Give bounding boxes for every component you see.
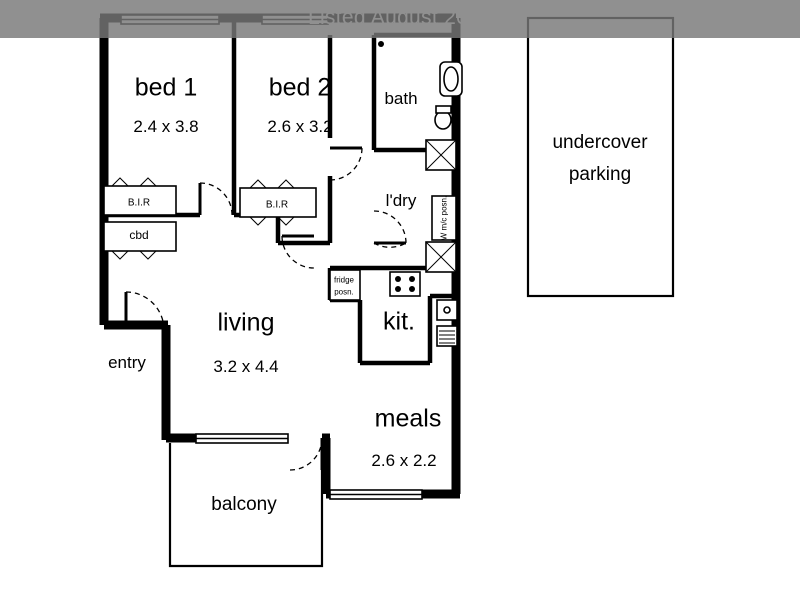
room-label-balcony: balcony (211, 494, 277, 515)
room-label-kitchen: kit. (383, 307, 415, 336)
fixture-label-bir-bed1: B.I.R (127, 197, 151, 209)
room-dimension-living: 3.2 x 4.4 (213, 357, 279, 376)
fixture-label-fridge-line1: fridge (333, 275, 355, 285)
room-label-bath: bath (384, 89, 418, 108)
undercover-parking-area (528, 18, 673, 296)
room-dimension-bed1: 2.4 x 3.8 (133, 117, 199, 136)
fixture-label-fridge-line2: posn. (334, 287, 354, 297)
room-label-living: living (217, 308, 275, 337)
listing-banner (0, 0, 800, 38)
room-label-meals: meals (374, 404, 442, 433)
room-label-entry: entry (108, 353, 146, 372)
room-dimension-bed2: 2.6 x 3.2 (267, 117, 333, 136)
room-label-bed1: bed 1 (134, 73, 198, 102)
room-dimension-meals: 2.6 x 2.2 (371, 451, 437, 470)
parking-label-line2: parking (568, 164, 632, 185)
parking-label-line1: undercover (552, 132, 648, 153)
fixture-label-bir-bed2: B.I.R (265, 199, 289, 211)
fixture-label-cupboard: cbd (129, 228, 149, 242)
room-label-laundry: l'dry (385, 191, 417, 210)
room-label-bed2: bed 2 (268, 73, 332, 102)
fixture-label-washing-machine: W m/c posn. (439, 195, 449, 241)
